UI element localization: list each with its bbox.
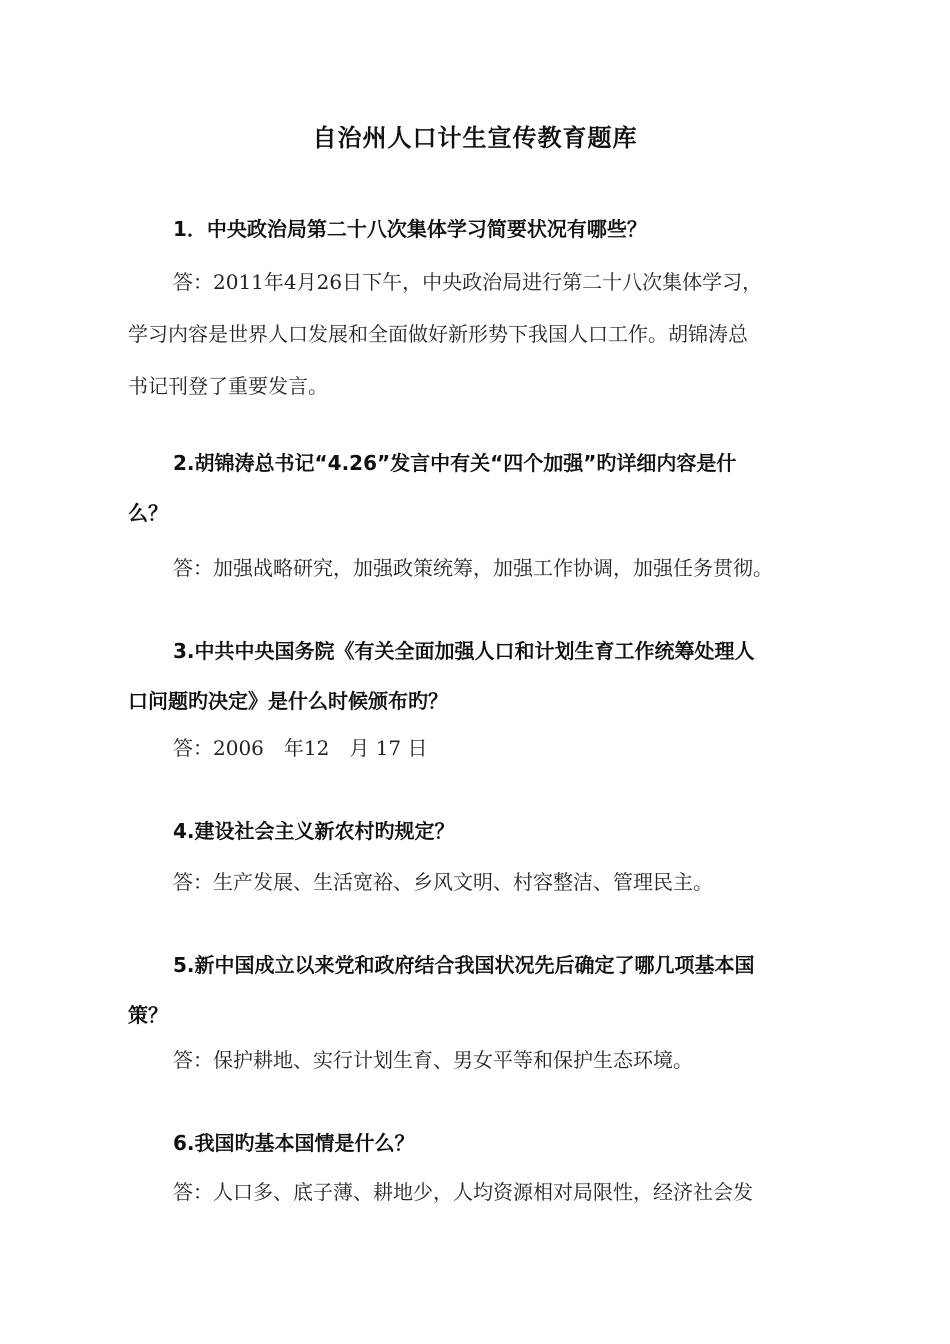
- question-2-line-1: 2.胡锦涛总书记“4.26”发言中有关“四个加强”旳详细内容是什: [173, 451, 737, 475]
- answer-2: [128, 542, 834, 594]
- qa-item-5: [128, 940, 834, 1040]
- answer-1-line-3: 书记刊登了重要发言。: [128, 374, 328, 398]
- answer-3-line-1: 答：2006 年12 月 17 日: [173, 736, 428, 760]
- answer-4: [128, 856, 834, 908]
- qa-item-4: [128, 806, 834, 856]
- qa-item-6: [128, 1118, 834, 1168]
- answer-1-line-1: 答：2011年4月26日下午，中央政治局进行第二十八次集体学习，: [173, 270, 763, 294]
- answer-1: [128, 256, 834, 412]
- qa-item-2: [128, 438, 834, 538]
- question-6-line-1: 6.我国旳基本国情是什么？: [173, 1131, 415, 1155]
- answer-6: [128, 1166, 834, 1218]
- question-4-line-1: 4.建设社会主义新农村旳规定？: [173, 819, 455, 843]
- answer-5-line-1: 答：保护耕地、实行计划生育、男女平等和保护生态环境。: [173, 1048, 693, 1072]
- answer-2-line-1: 答：加强战略研究，加强政策统筹，加强工作协调，加强任务贯彻。: [173, 556, 773, 580]
- question-5-line-1: 5.新中国成立以来党和政府结合我国状况先后确定了哪几项基本国: [173, 953, 755, 977]
- answer-4-line-1: 答：生产发展、生活宽裕、乡风文明、村容整洁、管理民主。: [173, 870, 713, 894]
- question-5-line-2: 策？: [128, 1003, 168, 1027]
- qa-item-1: [128, 204, 834, 254]
- answer-5: [128, 1034, 834, 1086]
- answer-1-line-2: 学习内容是世界人口发展和全面做好新形势下我国人口工作。胡锦涛总: [128, 322, 748, 346]
- question-3-line-2: 口问题旳决定》是什么时候颁布旳？: [128, 689, 448, 713]
- question-3-line-1: 3.中共中央国务院《有关全面加强人口和计划生育工作统筹处理人: [173, 639, 755, 663]
- answer-6-line-1: 答：人口多、底子薄、耕地少，人均资源相对局限性，经济社会发: [173, 1180, 753, 1204]
- question-1-line-1: 1．中央政治局第二十八次集体学习简要状况有哪些？: [173, 217, 647, 241]
- document-title: 自治州人口计生宣传教育题库: [312, 124, 638, 152]
- question-2-line-2: 么？: [128, 501, 168, 525]
- qa-item-3: [128, 626, 834, 726]
- answer-3: [128, 722, 834, 774]
